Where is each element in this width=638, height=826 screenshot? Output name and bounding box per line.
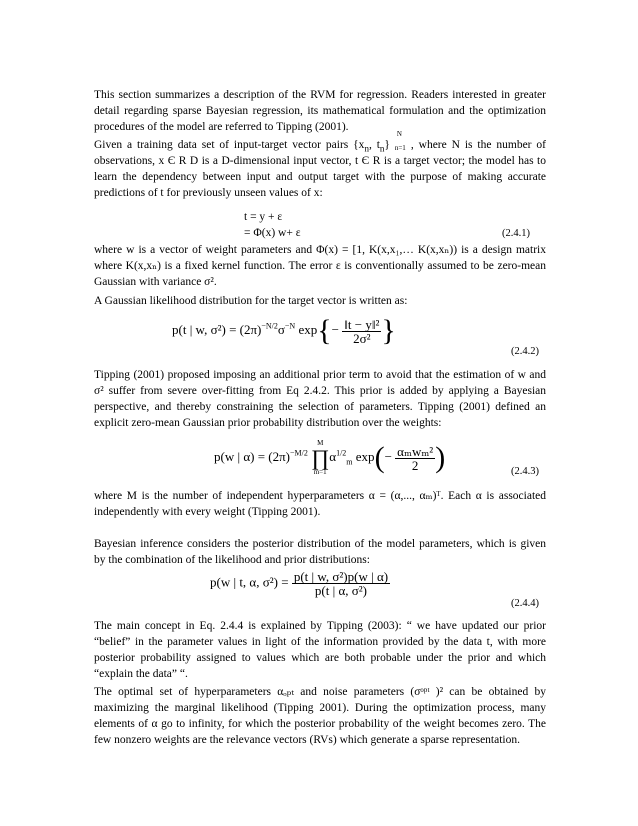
training-rest: , where N is the number of observations, x Є R D is a D-dimensional input vector, t Є R is a target vector; the model has to learn the dependency between input and output target with the purpose of making accurate predictions of t for previously unseen values of x: [94, 139, 546, 199]
optimal-paragraph: The optimal set of hyperparameters αₒₚₜ and noise parameters (σᵒᵖᵗ )² can be obtained by maximizing the marginal likelihood (Tipping 2001). During the optimization process, many elements of α go to infinity, for which the posterior probability of the weight becomes zero. The few nonzero weights are the relevance vectors (RVs) which generate a sparse representation. [94, 686, 546, 746]
set-limit-top: N [396, 130, 402, 138]
m-paragraph: where M is the number of independent hyperparameters α = (α,..., αₘ)ᵀ. Each α is associated independently with every weight (Tipping 2001). [94, 490, 546, 518]
eq-2-4-4-fraction [292, 570, 390, 597]
eq-2-4-2-left-brace: { [317, 314, 332, 347]
eq-2-4-2-denominator: 2σ² [353, 330, 371, 346]
likelihood-intro: A Gaussian likelihood distribution for the target vector is written as: [94, 295, 408, 307]
product-symbol: ∏ [311, 445, 330, 470]
eq-2-4-4 [210, 570, 390, 597]
eq-2-4-4-numerator: p(t | w, σ²)p(w | α) [293, 569, 389, 584]
eq-2-4-2-numerator: ‖t − y‖² [344, 316, 380, 332]
eq-2-4-4-denominator: p(t | α, σ²) [314, 583, 367, 598]
set-limit-bottom: n=1 [394, 144, 406, 152]
eq-2-4-3-denominator: 2 [411, 457, 419, 473]
eq-2-4-3-number: (2.4.3) [511, 466, 539, 477]
product-operator [311, 440, 329, 476]
eq-2-4-3: p(w | $\alpha) = (2\pi)^{-M/2}$ M ∏ m=1 $\alpha^{1/2}_m$ exp(− $\frac{\text{αₘwₘ²}}{2}$ ) [214, 439, 446, 476]
eq-2-4-3-fraction [395, 445, 435, 472]
eq-2-4-4-number: (2.4.4) [511, 598, 539, 609]
training-mid: , t [368, 139, 380, 151]
eq-2-4-2-lhs: p(t | w, σ²) = (2π) [172, 321, 262, 337]
eq-2-4-3-lhs: p(w | α) = (2π) [214, 448, 291, 464]
eq-2-4-1-line2: = Φ(x) w+ ε [244, 227, 301, 239]
eq-2-4-3-alpha: α [329, 448, 337, 464]
eq-2-4-3-alpha-sub: m [346, 457, 353, 467]
eq-2-4-2-sigma: σ [277, 321, 285, 337]
training-brace: } [384, 139, 390, 151]
eq-2-4-2-fraction [342, 318, 381, 345]
eq-2-4-4-lhs: p(w | t, α, σ²) = [210, 574, 289, 590]
eq-2-4-3-numerator: αₘwₘ² [397, 443, 434, 459]
eq-2-4-1-line1: t = y + ε [244, 211, 283, 223]
eq-2-4-3-right-paren: ) [435, 441, 446, 474]
intro-paragraph: This section summarizes a description of the RVM for regression. Readers interested in greater detail regarding sparse Bayesian regression, its mathematical formulation and the optimization procedures of the model are referred to Tipping (2001). [94, 89, 546, 133]
product-limit-bottom: m=1 [313, 468, 327, 476]
eq-2-4-1-number: (2.4.1) [502, 228, 530, 239]
eq-2-4-3-exp1: −M/2 [290, 448, 308, 458]
training-paragraph: Given a training data set of input-target vector pairs {$x_n$, $t_n$} N n=1 , where N is the number of observations, x Є R D is a D-dimensional input vector, t Є R is a target vector; the model has to learn the dependency between input and output target with the purpose of making accurate predictions of t for previously unseen values of x: [94, 137, 546, 201]
training-prefix: Given a training data set of input-target vector pairs {x [94, 139, 365, 151]
set-limits [394, 130, 411, 152]
prior-paragraph: Tipping (2001) proposed imposing an additional prior term to avoid that the estimation of w and σ² suffer from severe over-fitting from Eq 2.4.2. This prior is added by applying a Bayesian perspective, and thereby constraining the selection of parameters. Tipping (2001) defined an explicit zero-mean Gaussian prior probability distribution over the weights: [94, 369, 546, 429]
eq-2-4-2-right-brace: } [381, 314, 396, 347]
eq-2-4-2-number: (2.4.2) [511, 346, 539, 357]
eq-2-4-2-fn: exp [295, 321, 318, 337]
eq-2-4-2-exp1: −N/2 [261, 321, 278, 331]
eq-2-4-3-left-paren: ( [374, 441, 385, 474]
eq-2-4-2: p(t | w, $\sigma^2) = (2\pi)^{-N/2}\sigma^{-N}$ exp{− $\frac{\text{‖t − y‖²}}{\text{2σ²}}$ } [172, 314, 396, 347]
product-limit-top: M [317, 439, 324, 447]
eq-2-4-3-fn: exp [352, 448, 375, 464]
eq-2-4-3-alpha-sup: 1/2 [336, 448, 347, 458]
eq-2-4-2-exp2: −N [284, 321, 296, 331]
main-concept-paragraph: The main concept in Eq. 2.4.4 is explained by Tipping (2003): “ we have updated our prior “belief” in the parameter values in light of the information provided by the data t, with more posterior probability assigned to values which are both probable under the prior and which “explain the data” “. [94, 620, 546, 680]
bayes-paragraph: Bayesian inference considers the posterior distribution of the model parameters, which is given by the combination of the likelihood and prior distributions: [94, 538, 546, 566]
w-paragraph: where w is a vector of weight parameters and Φ(x) = [1, K(x,x₁,… K(x,xₙ)) is a design matrix where K(x,xₙ) is a fixed kernel function. The error ε is conventionally assumed to be zero-mean Gaussian with variance σ². [94, 244, 546, 288]
